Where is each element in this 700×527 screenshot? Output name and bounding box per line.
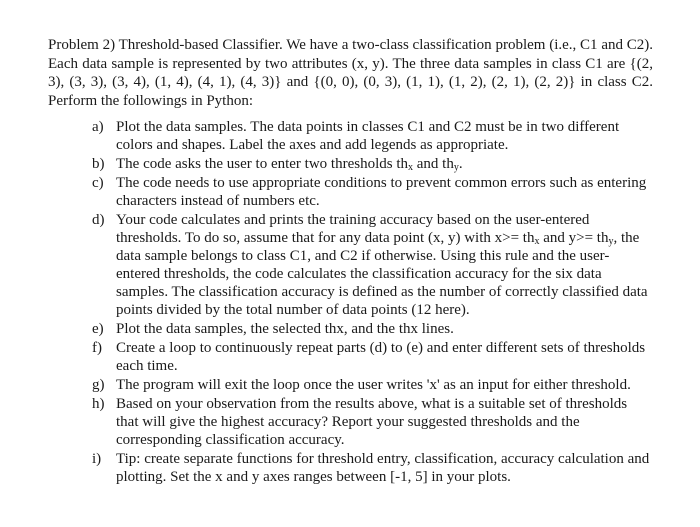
- problem-intro: Problem 2) Threshold-based Classifier. We have a two-class classification problem (i.e., C1 and C2). Each data sample is represented by two attributes (x, y). The three data samples in class C1 are {(2, 3), (3, 3), (3, 4), (1, 4), (4, 1), (4, 3)} and {(0, 0), (0, 3), (1, 1), (1, 2), (2, 1), (2, 2)} in class C2. Perform the followings in Python:: [48, 37, 653, 109]
- item-text: Your code calculates and prints the training accuracy based on the user-entered thresholds. To do so, assume that for any data point (x, y) with $x>= th_x$ and $y>= th_y$, the data sample belongs to class C1, and C2 if otherwise. Using this rule and the user-entered thresholds, the code calculates the classification accuracy for the six data samples. The classification accuracy is defined as the number of correctly classified data points divided by the total number of data points (12 here).: [116, 212, 648, 318]
- list-item-h: [92, 395, 653, 449]
- item-text: Based on your observation from the results above, what is a suitable set of thresholds that will give the highest accuracy? Report your suggested thresholds and the corresponding classification accuracy.: [116, 396, 628, 448]
- item-label: f): [92, 340, 102, 356]
- item-label: b): [92, 156, 105, 172]
- item-label: d): [92, 212, 105, 228]
- list-item-i: [92, 450, 653, 486]
- problem-document: [48, 36, 653, 487]
- item-label: h): [92, 396, 105, 412]
- item-text: Create a loop to continuously repeat parts (d) to (e) and enter different sets of thresholds each time.: [116, 340, 646, 374]
- item-text: The program will exit the loop once the user writes 'x' as an input for either threshold.: [116, 377, 631, 393]
- item-text: Tip: create separate functions for threshold entry, classification, accuracy calculation and plotting. Set the x and y axes ranges between [-1, 5] in your plots.: [116, 451, 650, 485]
- list-item-d: [92, 211, 653, 319]
- list-item-a: [92, 118, 653, 154]
- item-label: a): [92, 119, 104, 135]
- item-text: Plot the data samples. The data points in classes C1 and C2 must be in two different colors and shapes. Label the axes and add legends as appropriate.: [116, 119, 620, 153]
- item-label: c): [92, 175, 104, 191]
- list-item-c: [92, 174, 653, 210]
- list-item-f: [92, 339, 653, 375]
- list-item-e: [92, 320, 653, 338]
- list-item-b: [92, 155, 653, 173]
- item-label: e): [92, 321, 104, 337]
- item-label: g): [92, 377, 105, 393]
- item-label: i): [92, 451, 102, 467]
- item-text: The code needs to use appropriate conditions to prevent common errors such as entering characters instead of numbers etc.: [116, 175, 647, 209]
- list-item-g: [92, 376, 653, 394]
- item-text: The code asks the user to enter two thresholds $th_x$ and $th_y$.: [116, 156, 463, 173]
- item-text: Plot the data samples, the selected thx, and the thx lines.: [116, 321, 454, 337]
